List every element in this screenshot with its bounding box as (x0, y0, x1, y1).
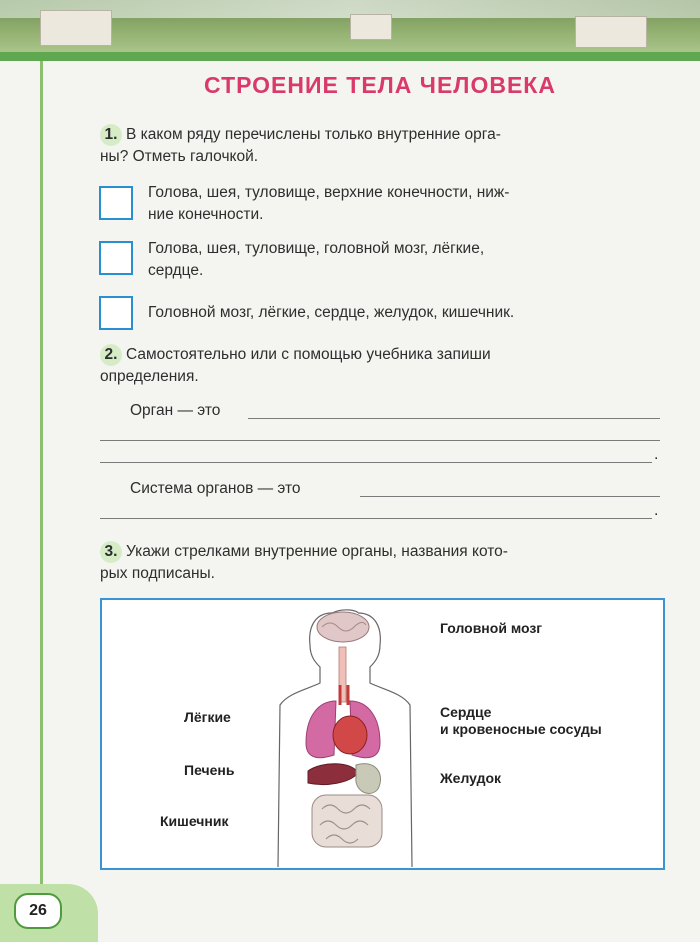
answer-checkbox-1[interactable] (99, 186, 133, 220)
question-3-text: 3. Укажи стрелками внутренние органы, названия кото- (100, 541, 660, 563)
system-definition-prompt: Система органов — это (130, 480, 301, 497)
label-blood-vessels: и кровеносные сосуды (440, 721, 602, 737)
answer-option-2-line2: сердце. (148, 262, 204, 279)
header-green-strip (0, 52, 700, 61)
organ-definition-prompt: Орган — это (130, 402, 221, 419)
heart-shape (333, 716, 367, 754)
label-brain: Головной мозг (440, 620, 543, 636)
answer-option-1-line2: ние конечности. (148, 206, 264, 223)
label-lungs: Лёгкие (184, 709, 231, 725)
liver-shape (308, 764, 358, 785)
left-lung-shape (306, 701, 336, 758)
system-answer-line-2[interactable] (100, 518, 652, 519)
question-3-text-line2: рых подписаны. (100, 565, 215, 582)
question-3-number: 3. (100, 541, 122, 563)
stomach-shape (356, 764, 381, 794)
label-stomach: Желудок (440, 770, 502, 786)
answer-checkbox-3[interactable] (99, 296, 133, 330)
label-liver: Печень (184, 762, 235, 778)
organ-answer-line-2[interactable] (100, 440, 660, 441)
organ-answer-line-3[interactable] (100, 462, 652, 463)
organ-answer-line-1[interactable] (248, 418, 660, 419)
human-body-figure (270, 605, 420, 867)
label-intestine: Кишечник (160, 813, 229, 829)
intestine-shape (312, 795, 382, 847)
organ-answer-period: . (654, 446, 659, 463)
answer-option-1-line1: Голова, шея, туловище, верхние конечности, ниж- (148, 184, 510, 201)
question-1-text-line2: ны? Отметь галочкой. (100, 148, 259, 165)
answer-option-2-line1: Голова, шея, туловище, головной мозг, лёгкие, (148, 240, 485, 257)
page-number: 26 (14, 893, 62, 929)
question-1-text: 1. В каком ряду перечислены только внутренние орга- (100, 124, 660, 146)
system-answer-line-1[interactable] (360, 496, 660, 497)
label-heart: Сердце (440, 704, 492, 720)
question-2-text: 2. Самостоятельно или с помощью учебника запиши (100, 344, 660, 366)
system-answer-period: . (654, 502, 659, 519)
question-2-number: 2. (100, 344, 122, 366)
page-title: СТРОЕНИЕ ТЕЛА ЧЕЛОВЕКА (204, 72, 556, 98)
margin-rule (40, 61, 43, 901)
answer-checkbox-2[interactable] (99, 241, 133, 275)
header-photo-banner (0, 0, 700, 52)
question-2-text-line2: определения. (100, 368, 199, 385)
brain-shape (317, 612, 369, 642)
question-1-number: 1. (100, 124, 122, 146)
answer-option-3-line1: Головной мозг, лёгкие, сердце, желудок, кишечник. (148, 304, 515, 321)
